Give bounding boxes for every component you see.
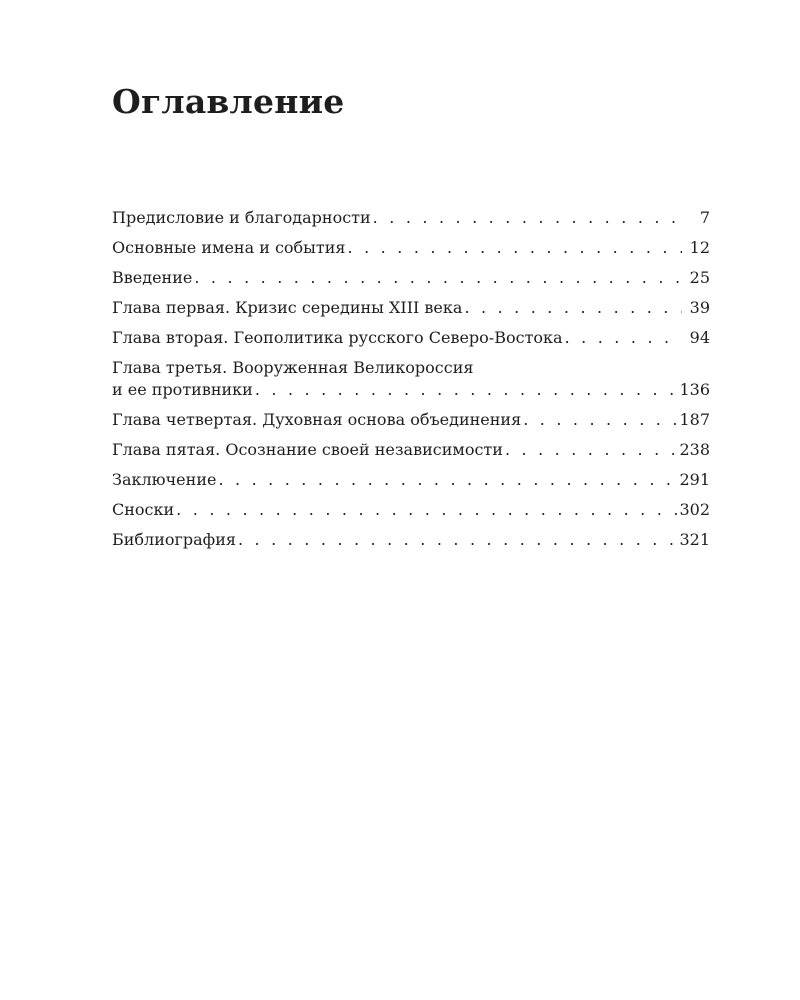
toc-page-number: 25	[689, 268, 710, 287]
toc-dot-leader	[176, 499, 677, 521]
toc-page-number: 321	[679, 530, 710, 549]
toc-page-number: 238	[679, 440, 710, 459]
toc-entry-label-line-2: и ее противники	[112, 380, 253, 399]
toc-entry-last-line	[112, 379, 710, 401]
toc-entry-label: Глава четвертая. Духовная основа объединения	[112, 410, 522, 429]
toc-dot-leader	[348, 237, 682, 259]
toc-entry-chapter-4[interactable]	[112, 401, 710, 431]
toc-entry-label: Введение	[112, 268, 193, 287]
toc-page-number: 12	[689, 238, 710, 257]
toc-entry-chapter-5[interactable]	[112, 431, 710, 461]
toc-entry-chapter-1[interactable]	[112, 289, 710, 319]
toc-entry-label: Библиография	[112, 530, 236, 549]
toc-entry-label: Сноски	[112, 500, 175, 519]
toc-page-number: 39	[689, 298, 710, 317]
toc-page-number: 7	[699, 208, 710, 227]
toc-entry-label: Основные имена и события	[112, 238, 346, 257]
toc-entry-conclusion[interactable]	[112, 461, 710, 491]
toc-dot-leader	[523, 409, 677, 431]
toc-entry-label: Заключение	[112, 470, 217, 489]
toc-dot-leader	[238, 529, 677, 551]
toc-dot-leader	[565, 327, 682, 349]
toc-dot-leader	[255, 379, 678, 401]
toc-entry-introduction[interactable]	[112, 259, 710, 289]
toc-entry-notes[interactable]	[112, 491, 710, 521]
toc-dot-leader	[373, 207, 682, 229]
toc-dot-leader	[194, 267, 682, 289]
toc-page-number: 302	[679, 500, 710, 519]
toc-entry-key-names[interactable]	[112, 229, 710, 259]
toc-page-number: 94	[689, 328, 710, 347]
toc-entry-chapter-3[interactable]	[112, 349, 710, 401]
toc-page-number: 291	[679, 470, 710, 489]
toc-dot-leader	[218, 469, 677, 491]
toc-page-number: 187	[679, 410, 710, 429]
toc-dot-leader	[464, 297, 682, 319]
page-title: Оглавление	[112, 82, 345, 121]
toc-entry-bibliography[interactable]	[112, 521, 710, 551]
toc-entry-label: Глава первая. Кризис середины XIII века	[112, 298, 463, 317]
table-of-contents	[112, 199, 710, 551]
toc-dot-leader	[505, 439, 678, 461]
toc-entry-label: Предисловие и благодарности	[112, 208, 371, 227]
toc-entry-label-line-1: Глава третья. Вооруженная Великороссия	[112, 358, 474, 377]
toc-page-number: 136	[679, 380, 710, 399]
toc-entry-preface[interactable]	[112, 199, 710, 229]
toc-entry-label: Глава пятая. Осознание своей независимости	[112, 440, 503, 459]
toc-entry-chapter-2[interactable]	[112, 319, 710, 349]
toc-entry-label: Глава вторая. Геополитика русского Северо-Востока	[112, 328, 563, 347]
